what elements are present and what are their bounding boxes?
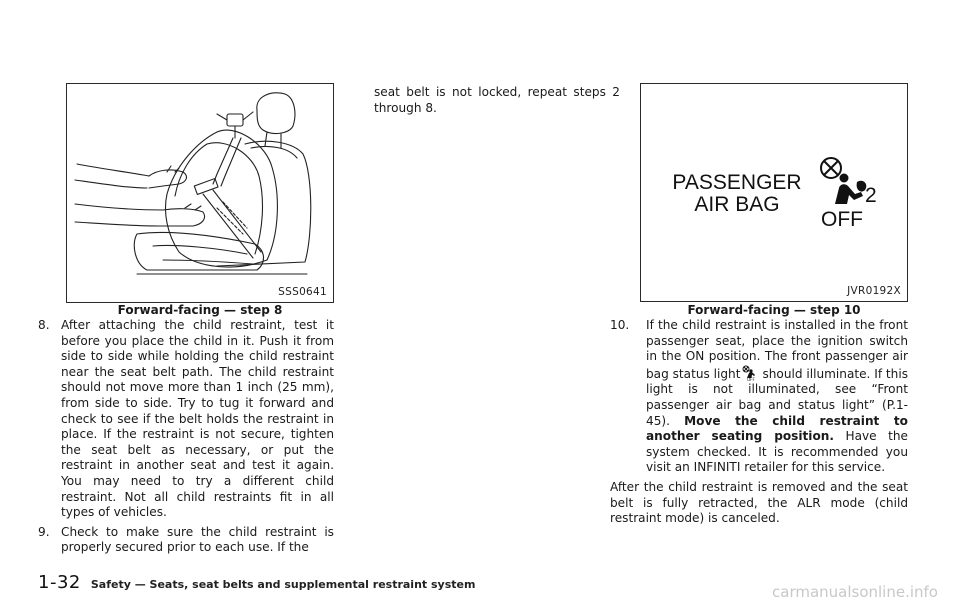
watermark: carmanualsonline.info [772,583,938,601]
status-off-label: OFF [821,208,863,231]
step-number: 9. [38,524,50,539]
step-number: 10. [610,318,630,332]
figure-child-restraint-step8 [66,83,334,303]
column-3 [610,318,908,527]
passenger-airbag-panel-label [667,172,807,216]
figure-code: SSS0641 [278,286,327,298]
figure-airbag-status-step10 [640,83,908,302]
step-text: After attaching the child restraint, test it before you place the child in it. Push it from side to side while holding the child restraint near the seat belt path. The child restraint should not move more than 1 inch (25 mm), from side to side. Try to tug it forward and check to see if the belt holds the restraint in place. If the restraint is not secure, tighten the seat belt as necessary, or put the restraint in another seat and test it again. You may need to try a different child restraint. Not all child restraints fit in all types of vehicles. [61,318,334,520]
step-text-part: If the child restraint is installed in the front passenger seat, place the ignition switch in the ON position. The front passenger air bag status light [646,318,908,381]
section-title: Safety — Seats, seat belts and supplemental restraint system [90,578,476,591]
figure-caption: Forward-facing — step 8 [117,303,283,317]
figure-code: JVR0192X [847,285,901,297]
status-number: 2 [865,184,877,207]
airbag-status-light-icon [742,365,760,381]
step-text: Check to make sure the child restraint is properly secured prior to each use. If the [61,524,334,555]
column-1 [38,318,334,560]
closing-paragraph: After the child restraint is removed and the seat belt is fully retracted, the ALR mode (child restraint mode) is canceled. [610,479,908,526]
svg-text:OFF: OFF [747,376,756,381]
step-10 [610,318,908,476]
step-8 [38,318,334,521]
page-number: 1-32 [38,572,81,593]
step-text-part: should illuminate. If this light is not illuminated, see “Front passenger air bag and status light” (P.1-45). [646,366,909,428]
column-2 [374,85,620,116]
figure-caption: Forward-facing — step 10 [687,303,861,317]
step-9 [38,525,334,556]
step-text-part: Have the system checked. It is recommended you visit an INFINITI retailer for this service. [646,429,908,475]
step-text-bold: Move the child restraint to another seating position. [646,413,908,444]
step-number: 8. [38,318,50,332]
panel-line-airbag: AIR BAG [694,193,780,216]
panel-line-passenger: PASSENGER [672,171,802,194]
step-9-continued: seat belt is not locked, repeat steps 2 through 8. [374,85,620,115]
page-footer [38,572,475,593]
step-text [646,318,908,476]
child-seat-illustration [67,84,333,284]
